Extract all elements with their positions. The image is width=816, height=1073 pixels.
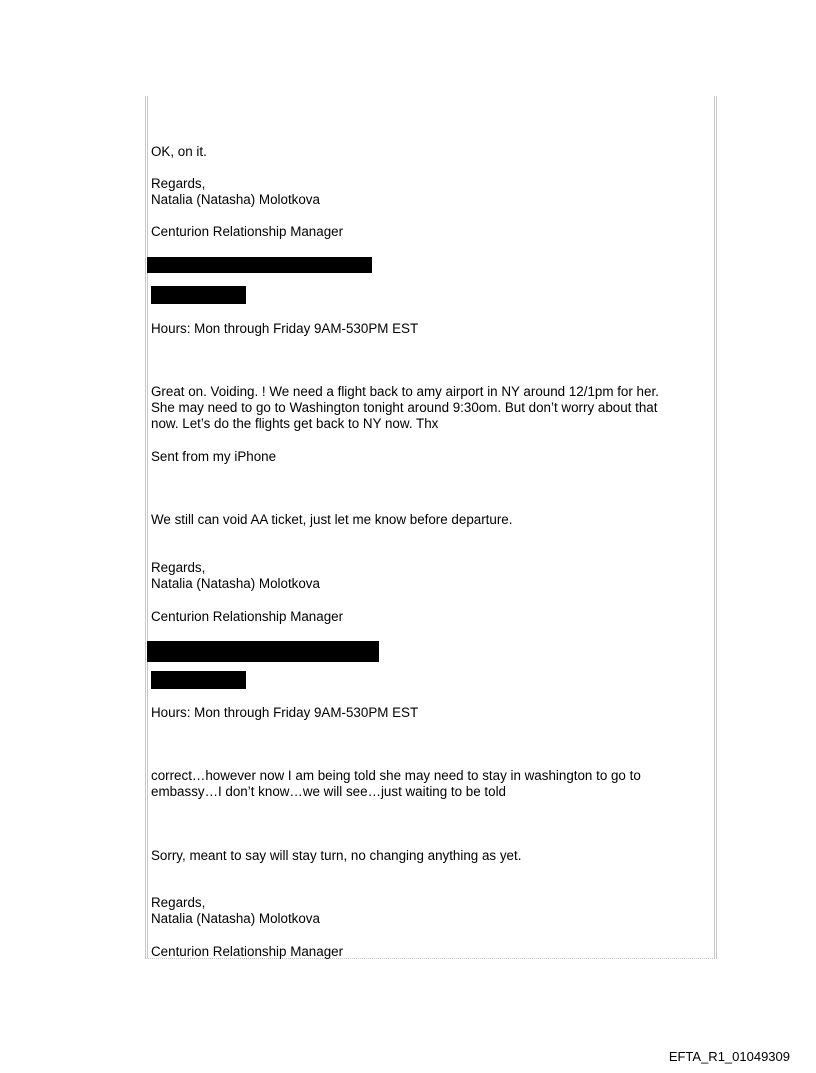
signature-title: Centurion Relationship Manager [151,944,344,959]
redaction-bar [147,641,379,662]
email-body-line: now. Let’s do the flights get back to NY now. Thx [151,416,439,431]
redaction-bar [151,286,246,304]
email-body-line: She may need to go to Washington tonight around 9:30om. But don’t worry about that [151,400,658,415]
signature-title: Centurion Relationship Manager [151,609,344,624]
signature-name: Natalia (Natasha) Molotkova [151,911,320,926]
email-body-line: correct…however now I am being told she may need to stay in washington to go to [151,768,641,783]
signature-regards: Regards, [151,560,206,575]
office-hours: Hours: Mon through Friday 9AM-530PM EST [151,705,419,720]
redaction-bar [151,671,246,689]
email-body-line: Sorry, meant to say will stay turn, no changing anything as yet. [151,848,522,863]
reply-text: OK, on it. [151,144,207,159]
email-body-line: Great on. Voiding. ! We need a flight back to amy airport in NY around 12/1pm for her. [151,384,659,399]
office-hours: Hours: Mon through Friday 9AM-530PM EST [151,321,419,336]
email-body-line: embassy…I don’t know…we will see…just waiting to be told [151,784,507,799]
signature-regards: Regards, [151,895,206,910]
sent-from-line: Sent from my iPhone [151,449,277,464]
bates-number: EFTA_R1_01049309 [668,1049,790,1064]
signature-regards: Regards, [151,176,206,191]
email-body-line: We still can void AA ticket, just let me know before departure. [151,512,513,527]
signature-name: Natalia (Natasha) Molotkova [151,192,320,207]
redaction-bar [147,257,372,273]
signature-name: Natalia (Natasha) Molotkova [151,576,320,591]
signature-title: Centurion Relationship Manager [151,224,344,239]
